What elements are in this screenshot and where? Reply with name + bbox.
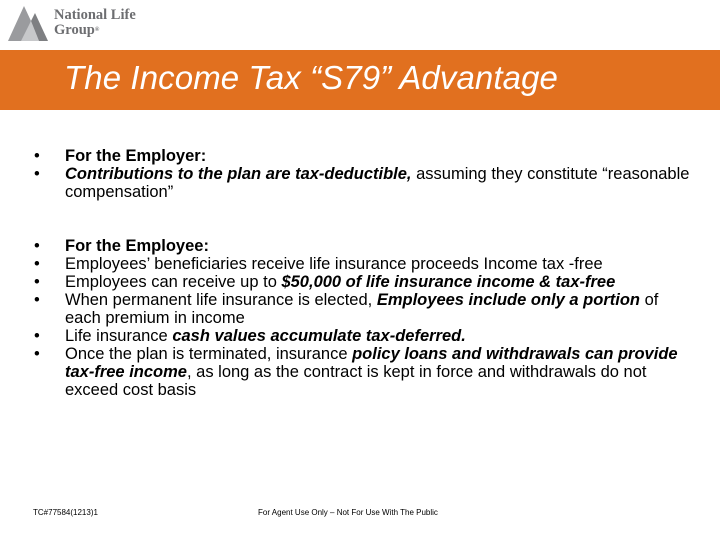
logo-wordmark xyxy=(54,8,136,38)
company-logo xyxy=(4,2,136,44)
list-item: • Employees’ beneficiaries receive life insurance proceeds Income tax -free xyxy=(34,255,694,273)
national-life-logo-icon xyxy=(4,3,52,43)
list-item: • Once the plan is terminated, insurance policy loans and withdrawals can provide tax-free income, as long as the contract is kept in force and withdrawals do not exceed cost basis xyxy=(34,345,694,399)
list-item: • For the Employee: xyxy=(34,237,694,255)
list-item: • When permanent life insurance is elected, Employees include only a portion of each premium in income xyxy=(34,291,694,327)
employee-bullets xyxy=(34,237,694,399)
slide-title: The Income Tax “S79” Advantage xyxy=(64,59,559,96)
list-item: • Life insurance cash values accumulate tax-deferred. xyxy=(34,327,694,345)
list-item: • Contributions to the plan are tax-deductible, assuming they constitute “reasonable compensation” xyxy=(34,165,694,201)
footer-notice: For Agent Use Only – Not For Use With The Public xyxy=(258,508,438,517)
employer-bullets xyxy=(34,147,694,201)
list-item: • Employees can receive up to $50,000 of life insurance income & tax-free xyxy=(34,273,694,291)
logo-line-1: National Life xyxy=(54,7,136,23)
logo-line-2: Group® xyxy=(54,22,100,38)
list-item: • For the Employer: xyxy=(34,147,694,165)
footer-code: TC#77584(1213)1 xyxy=(33,508,98,517)
